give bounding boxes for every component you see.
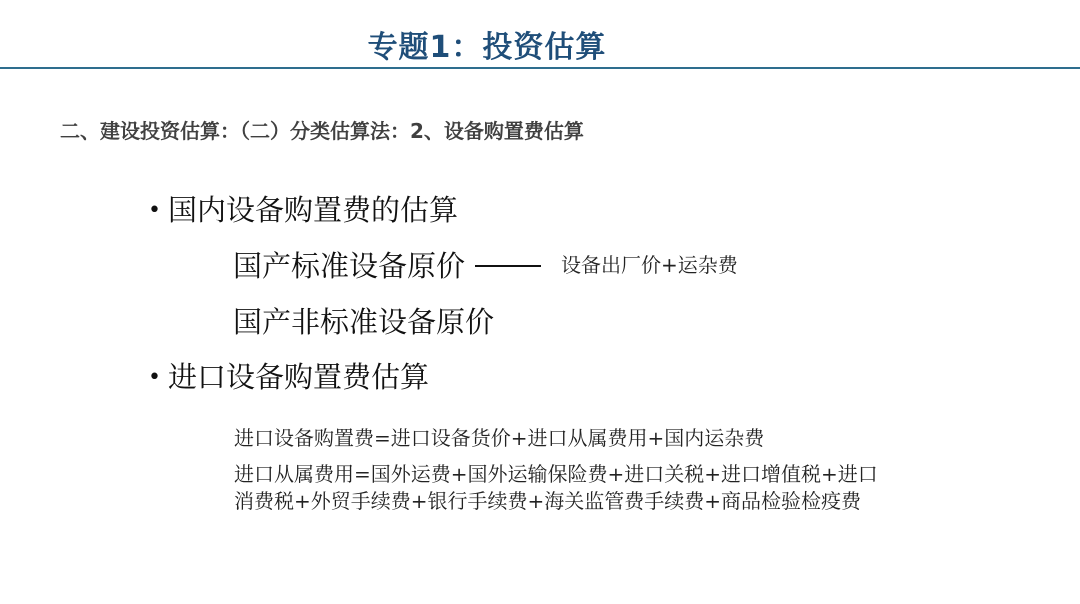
slide-title: 专题1：投资估算 [367, 30, 607, 65]
bullet-imported-equipment [148, 355, 429, 396]
sub-item-text: 国产标准设备原价 [233, 249, 466, 283]
formula-line: 进口从属费用=国外运费+国外运输保险费+进口关税+进口增值税+进口 [234, 462, 878, 486]
section-heading: 二、建设投资估算：（二）分类估算法：2、设备购置费估算 [60, 119, 584, 143]
sub-item-nonstandard-equipment [233, 300, 494, 341]
bullet-text: 国内设备购置费的估算 [168, 193, 459, 227]
formula-ancillary-cost [234, 461, 878, 515]
formula-purchase-cost [234, 425, 764, 452]
bullet-marker: • [148, 198, 161, 223]
formula-line: 消费税+外贸手续费+银行手续费+海关监管费手续费+商品检验检疫费 [234, 489, 862, 513]
bullet-marker: • [148, 365, 161, 390]
price-note: 设备出厂价+运杂费 [561, 253, 738, 277]
bullet-text: 进口设备购置费估算 [168, 360, 430, 394]
dash-connector [475, 265, 541, 267]
title-divider [0, 67, 1080, 69]
sub-item-text: 国产非标准设备原价 [233, 305, 495, 339]
bullet-domestic-equipment [148, 188, 458, 229]
sub-item-standard-equipment [233, 244, 738, 285]
formula-text: 进口设备购置费=进口设备货价+进口从属费用+国内运杂费 [234, 426, 765, 450]
